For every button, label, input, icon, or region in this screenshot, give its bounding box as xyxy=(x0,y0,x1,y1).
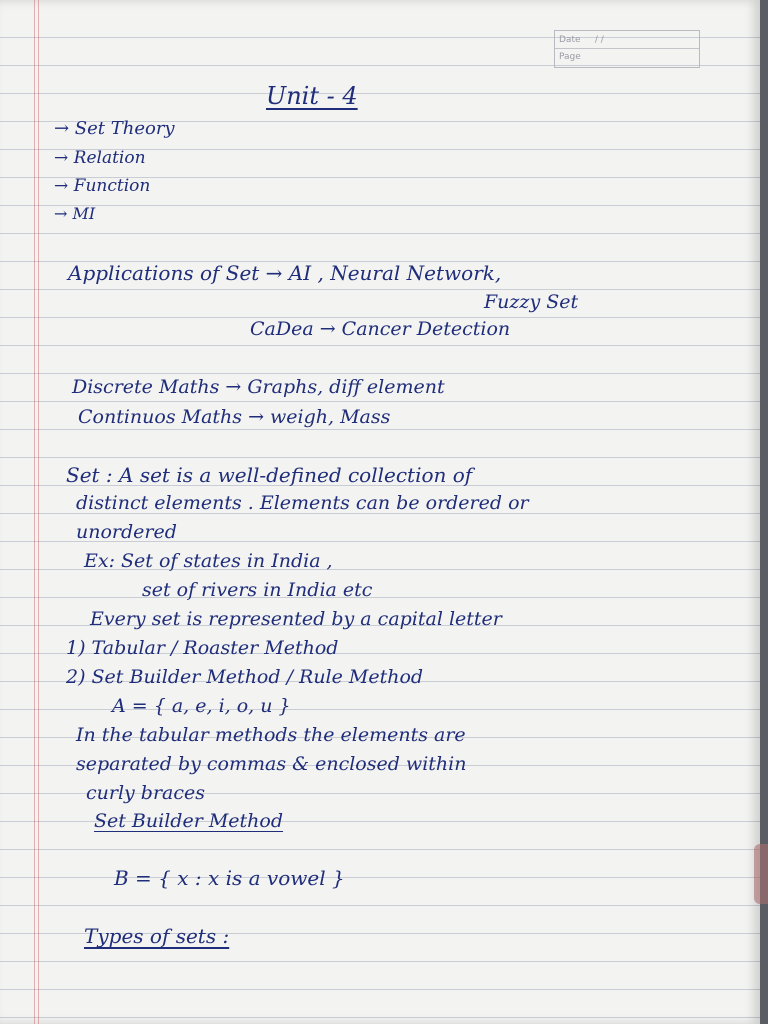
topic-item: → MI xyxy=(54,204,96,223)
set-definition-line: distinct elements . Elements can be ordered or xyxy=(76,492,529,514)
date-label: Date / / xyxy=(559,35,604,45)
margin-line xyxy=(38,0,39,1024)
set-builder-formula: B = { x : x is a vowel } xyxy=(114,866,345,890)
topic-item: → Relation xyxy=(54,148,146,168)
method-item: 2) Set Builder Method / Rule Method xyxy=(66,666,424,688)
set-definition-line: curly braces xyxy=(86,782,206,804)
set-example-formula: A = { a, e, i, o, u } xyxy=(112,695,291,717)
method-item: 1) Tabular / Roaster Method xyxy=(66,637,339,659)
applications-line: Applications of Set → AI , Neural Network, xyxy=(68,261,502,285)
set-definition-line: In the tabular methods the elements are xyxy=(76,724,466,746)
page-title: Unit - 4 xyxy=(266,82,358,110)
section-heading: Set Builder Method xyxy=(94,810,283,832)
example-line: set of rivers in India etc xyxy=(142,579,373,601)
margin-line xyxy=(34,0,35,1024)
set-definition-line: unordered xyxy=(76,521,177,543)
page-edge-shadow xyxy=(754,844,768,904)
topic-item: → Function xyxy=(54,176,151,196)
set-definition-line: Set : A set is a well-defined collection of xyxy=(66,463,473,487)
example-line: Ex: Set of states in India , xyxy=(84,550,333,572)
page-label: Page xyxy=(559,52,581,62)
discrete-maths-line: Discrete Maths → Graphs, diff element xyxy=(72,376,445,398)
set-definition-line: separated by commas & enclosed within xyxy=(76,753,467,775)
set-definition-line: Every set is represented by a capital letter xyxy=(90,608,502,630)
applications-line: CaDea → Cancer Detection xyxy=(250,318,511,340)
date-page-box xyxy=(554,30,700,68)
continuous-maths-line: Continuos Maths → weigh, Mass xyxy=(78,406,391,428)
applications-line: Fuzzy Set xyxy=(484,291,579,313)
topic-item: → Set Theory xyxy=(54,118,175,139)
section-heading: Types of sets : xyxy=(84,924,230,948)
